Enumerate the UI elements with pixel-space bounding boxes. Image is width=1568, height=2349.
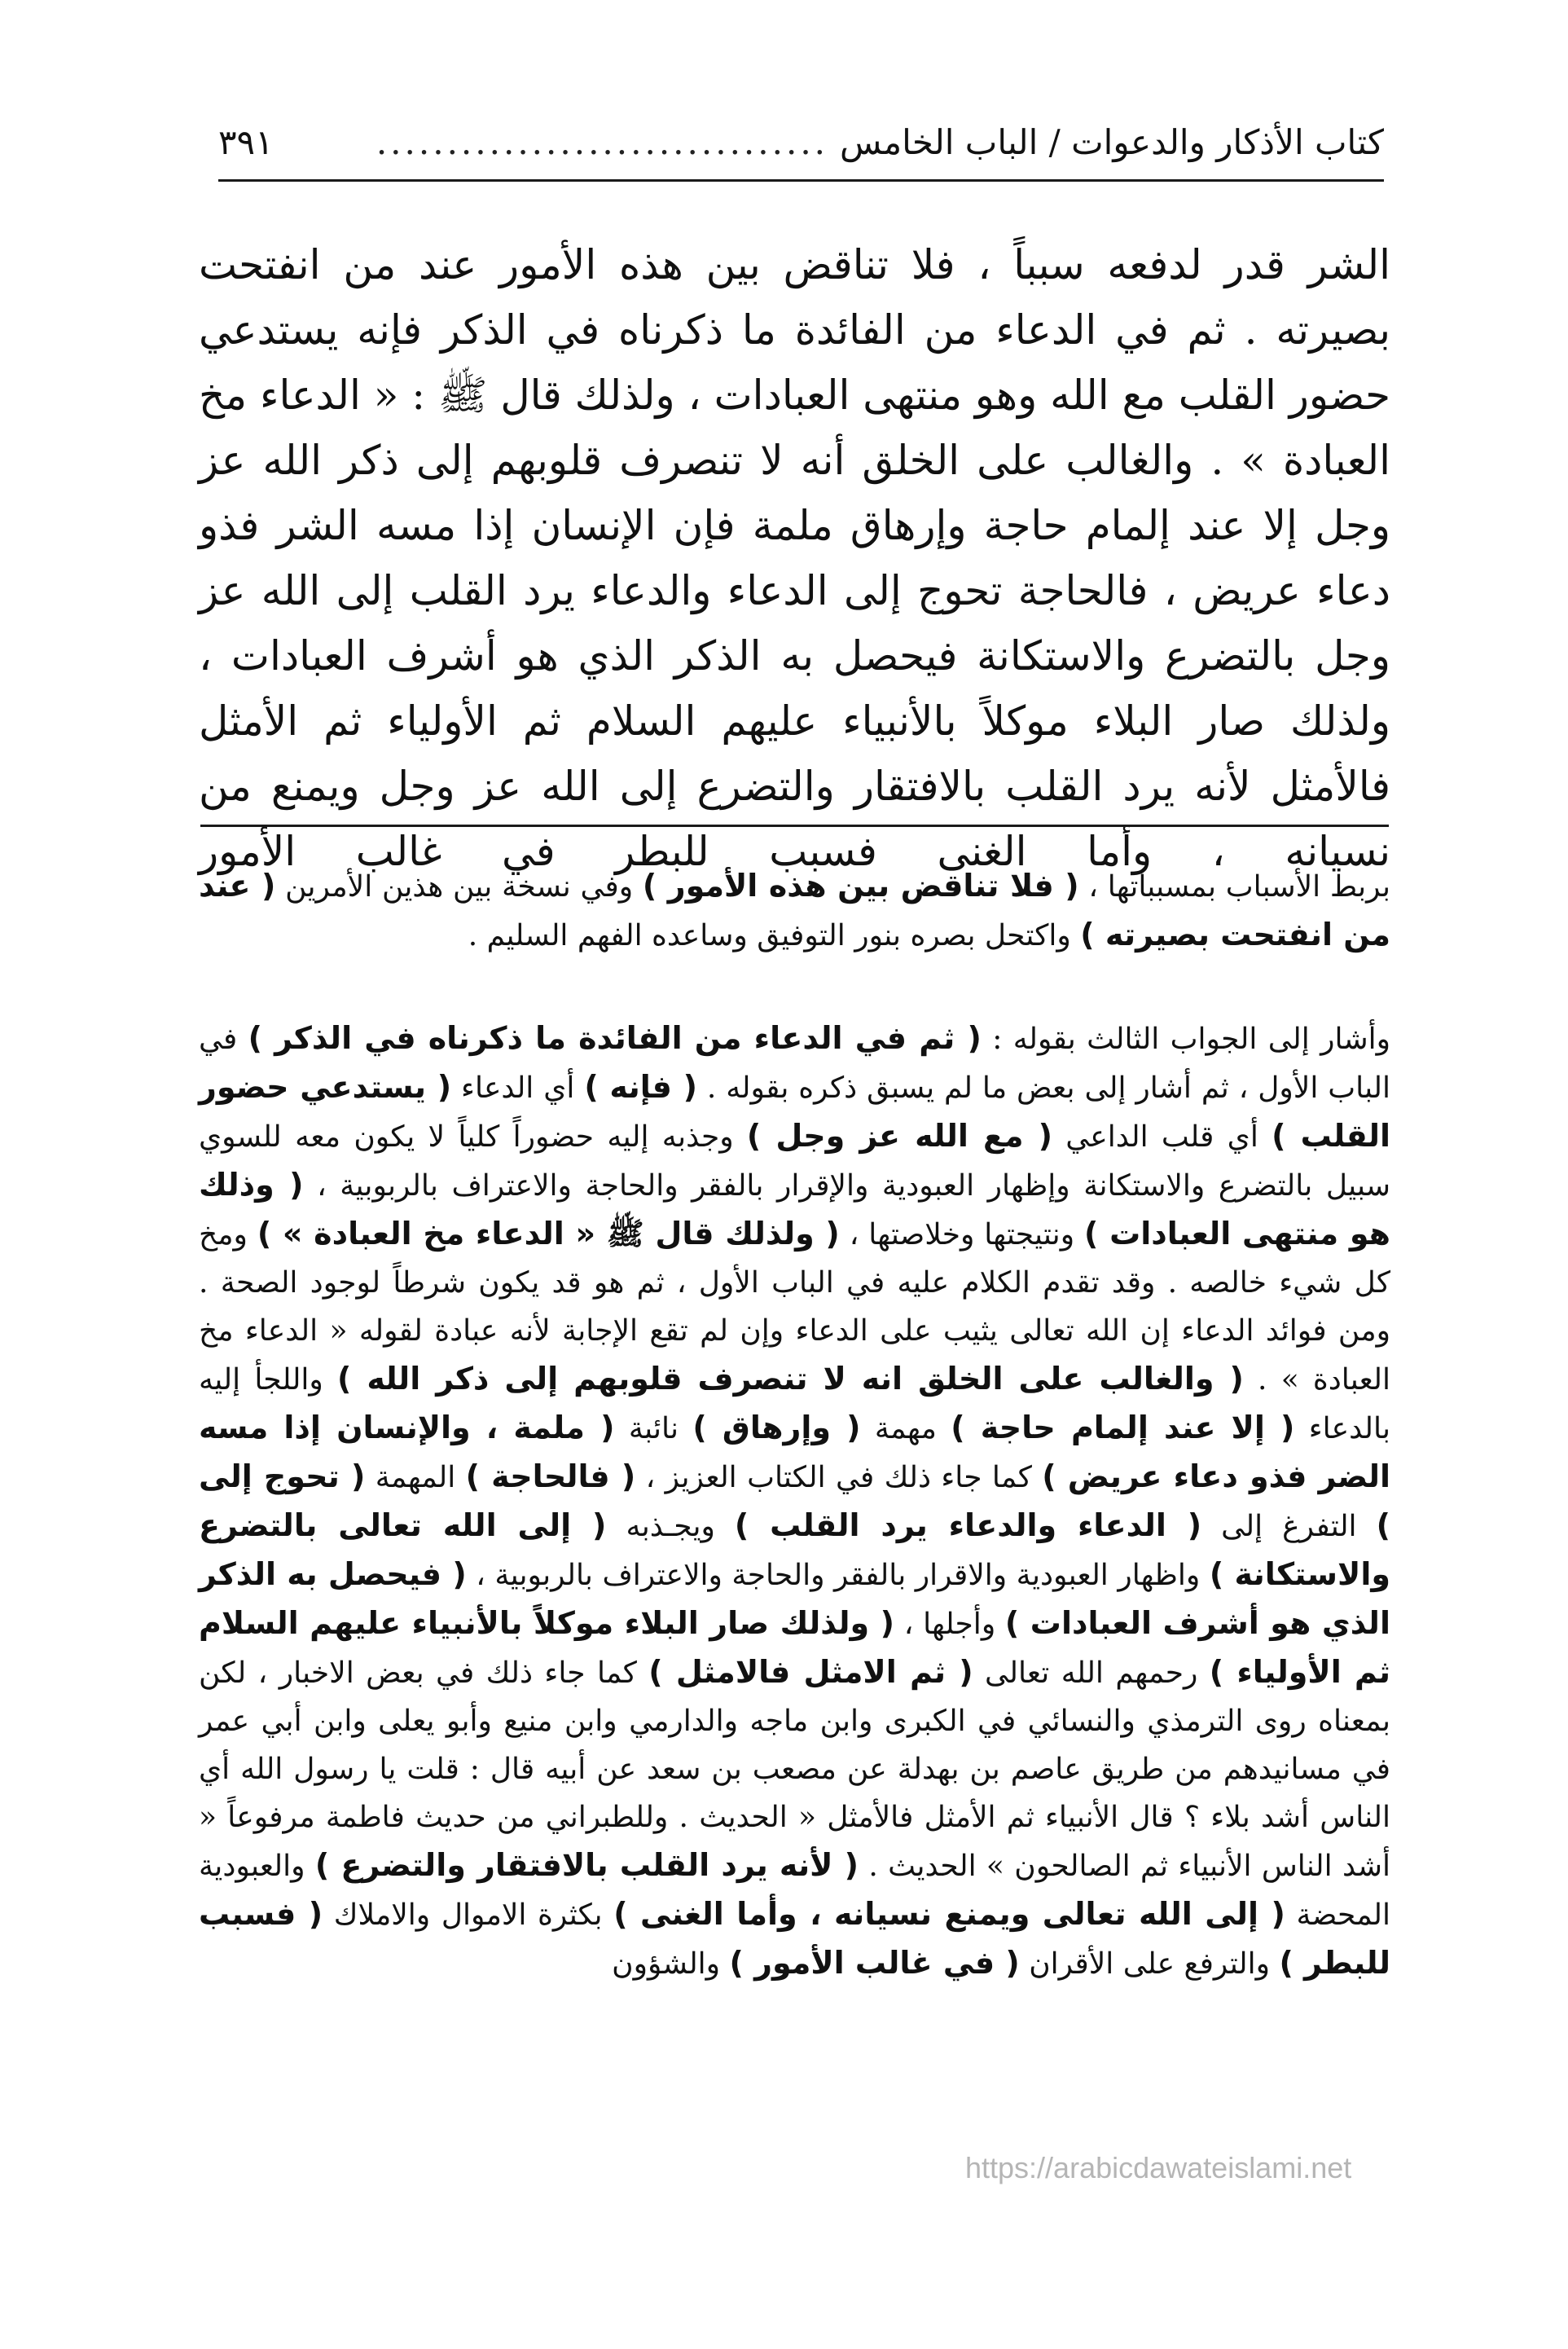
commentary-block-2: [199, 1014, 1390, 1988]
commentary-segment: وأجلها ،: [894, 1608, 1005, 1641]
quoted-matn-segment: ( فيحصل به الذكر الذي هو أشرف العبادات ): [199, 1556, 1390, 1641]
quoted-matn-segment: ( في غالب الأمور ): [729, 1945, 1020, 1981]
commentary-segment: التفرغ إلى: [1201, 1510, 1377, 1543]
quoted-matn-segment: ( والغالب على الخلق انه لا تنصرف قلوبهم إلى ذكر الله ): [337, 1361, 1244, 1397]
commentary-segment: وأشار إلى الجواب الثالث بقوله :: [981, 1023, 1390, 1056]
commentary-segment: كما جاء ذلك في الكتاب العزيز ،: [635, 1461, 1043, 1494]
commentary-segment: ويجـذبه: [606, 1510, 735, 1543]
quoted-matn-segment: ( لأنه يرد القلب بالافتقار والتضرع ): [314, 1847, 859, 1883]
leader-dots: ................................: [376, 122, 829, 162]
quoted-matn-segment: ( ولذلك صار البلاء موكلاً بالأنبياء عليهم السلام ثم الأولياء ): [199, 1605, 1390, 1690]
commentary-segment: بكثرة الاموال والاملاك: [323, 1898, 614, 1932]
commentary-segment: وفي نسخة بين هذين الأمرين: [275, 870, 643, 904]
running-title: كتاب الأذكار والدعوات / الباب الخامس: [840, 122, 1384, 162]
quoted-matn-segment: ( تحوج إلى ): [199, 1458, 1390, 1543]
commentary-segment: رحمهم الله تعالى: [973, 1656, 1210, 1690]
commentary-segment: والعبودية المحضة: [199, 1850, 1391, 1932]
commentary-segment: وجذبه إليه حضوراً كلياً لا يكون معه للسوي سبيل بالتضرع والاستكانة وإظهار العبودية والإقرار بالفقر والحاجة والاعتراف بالربوبية ،: [199, 1120, 1390, 1203]
commentary-paragraph-1: [199, 862, 1390, 960]
commentary-segment: والشؤون: [612, 1947, 730, 1981]
quoted-matn-segment: ( وإرهاق ): [692, 1410, 861, 1445]
quoted-matn-segment: ( إلا عند إلمام حاجة ): [951, 1410, 1295, 1445]
quoted-matn-segment: ( يستدعي حضور القلب ): [199, 1069, 1390, 1154]
commentary-segment: مهمة: [860, 1412, 951, 1445]
main-paragraph: الشر قدر لدفعه سبباً ، فلا تناقض بين هذه الأمور عند من انفتحت بصيرته . ثم في الدعاء من الفائدة ما ذكرناه في الذكر فإنه يستدعي حضور القلب مع الله وهو منتهى العبادات ، ولذلك قال ﷺ : « الدعاء مخ العبادة » . والغالب على الخلق أنه لا تنصرف قلوبهم إلى ذكر الله عز وجل إلا عند إلمام حاجة وإرهاق ملمة فإن الإنسان إذا مسه الشر فذو دعاء عريض ، فالحاجة تحوج إلى الدعاء والدعاء يرد القلب إلى الله عز وجل بالتضرع والاستكانة فيحصل به الذكر الذي هو أشرف العبادات ، ولذلك صار البلاء موكلاً بالأنبياء عليهم السلام ثم الأولياء ثم الأمثل فالأمثل لأنه يرد القلب بالافتقار والتضرع إلى الله عز وجل ويمنع من نسيانه ، وأما الغنى فسبب للبطر في غالب الأمور: [199, 241, 1390, 875]
page-number: ٣٩١: [218, 122, 274, 162]
commentary-segment: نائبة: [614, 1412, 693, 1445]
quoted-matn-segment: ( إلى الله تعالى بالتضرع والاستكانة ): [199, 1507, 1390, 1592]
quoted-matn-segment: ( فسبب للبطر ): [199, 1896, 1390, 1981]
watermark-url: https://arabicdawateislami.net: [965, 2151, 1352, 2184]
commentary-segment: كما جاء ذلك في بعض الاخبار ، لكن بمعناه روى الترمذي والنسائي في الكبرى وابن ماجه والدارمي وابن منيع وأبو يعلى وابن أبي عمر في مسانيدهم من طريق عاصم بن بهدلة عن مصعب بن سعد عن أبيه قال : قلت يا رسول الله أي الناس أشد بلاء ؟ قال الأنبياء ثم الأمثل فالأمثل « الحديث . وللطبراني من حديث فاطمة مرفوعاً « أشد الناس الأنبياء ثم الصالحون » الحديث .: [199, 1656, 1391, 1883]
quoted-matn-segment: ( ملمة ، والإنسان إذا مسه الضر فذو دعاء عريض ): [199, 1410, 1390, 1494]
quoted-matn-segment: ( فالحاجة ): [465, 1458, 636, 1494]
commentary-segment: واكتحل بصره بنور التوفيق وساعده الفهم السليم .: [468, 919, 1081, 952]
quoted-matn-segment: ( ثم الامثل فالامثل ): [648, 1654, 973, 1690]
commentary-segment: المهمة: [365, 1461, 466, 1494]
footnote-separator: [200, 825, 1389, 827]
quoted-matn-segment: ( ثم في الدعاء من الفائدة ما ذكرناه في الذكر ): [248, 1020, 982, 1056]
commentary-segment: أي الدعاء: [451, 1071, 585, 1105]
commentary-segment: واللجأ إليه بالدعاء: [199, 1363, 1390, 1445]
commentary-segment: أي قلب الداعي: [1052, 1120, 1272, 1154]
running-header: [218, 122, 1384, 182]
quoted-matn-segment: ( مع الله عز وجل ): [746, 1118, 1052, 1154]
quoted-matn-segment: ( الدعاء والدعاء يرد القلب ): [734, 1507, 1202, 1543]
commentary-segment: ونتيجتها وخلاصتها ،: [839, 1218, 1085, 1251]
commentary-block-1: [199, 862, 1390, 960]
commentary-segment: ومخ كل شيء خالصه . وقد تقدم الكلام عليه في الباب الأول ، ثم هو قد يكون شرطاً لوجود الصحة . ومن فوائد الدعاء إن الله تعالى يثيب على الدعاء وإن لم تقع الإجابة لأنه عبادة لقوله « الدعاء مخ العبادة » .: [199, 1218, 1390, 1397]
commentary-segment: بربط الأسباب بمسبباتها ،: [1078, 870, 1390, 904]
commentary-segment: واظهار العبودية والاقرار بالفقر والحاجة والاعتراف بالربوبية ،: [466, 1559, 1210, 1592]
commentary-paragraph-2: [199, 1014, 1390, 1988]
quoted-matn-segment: ( إلى الله تعالى ويمنع نسيانه ، وأما الغنى ): [613, 1896, 1285, 1932]
quoted-matn-segment: ( ولذلك قال ﷺ « الدعاء مخ العبادة » ): [257, 1216, 840, 1251]
quoted-matn-segment: ( فلا تناقض بين هذه الأمور ): [642, 868, 1079, 904]
commentary-segment: والترفع على الأقران: [1019, 1947, 1280, 1981]
main-text: [199, 232, 1390, 884]
quoted-matn-segment: ( عند من انفتحت بصيرته ): [199, 868, 1390, 952]
quoted-matn-segment: ( فإنه ): [584, 1069, 697, 1105]
quoted-matn-segment: ( وذلك هو منتهى العبادات ): [199, 1167, 1390, 1251]
commentary-segment: في الباب الأول ، ثم أشار إلى بعض ما لم يسبق ذكره بقوله .: [199, 1023, 1390, 1105]
